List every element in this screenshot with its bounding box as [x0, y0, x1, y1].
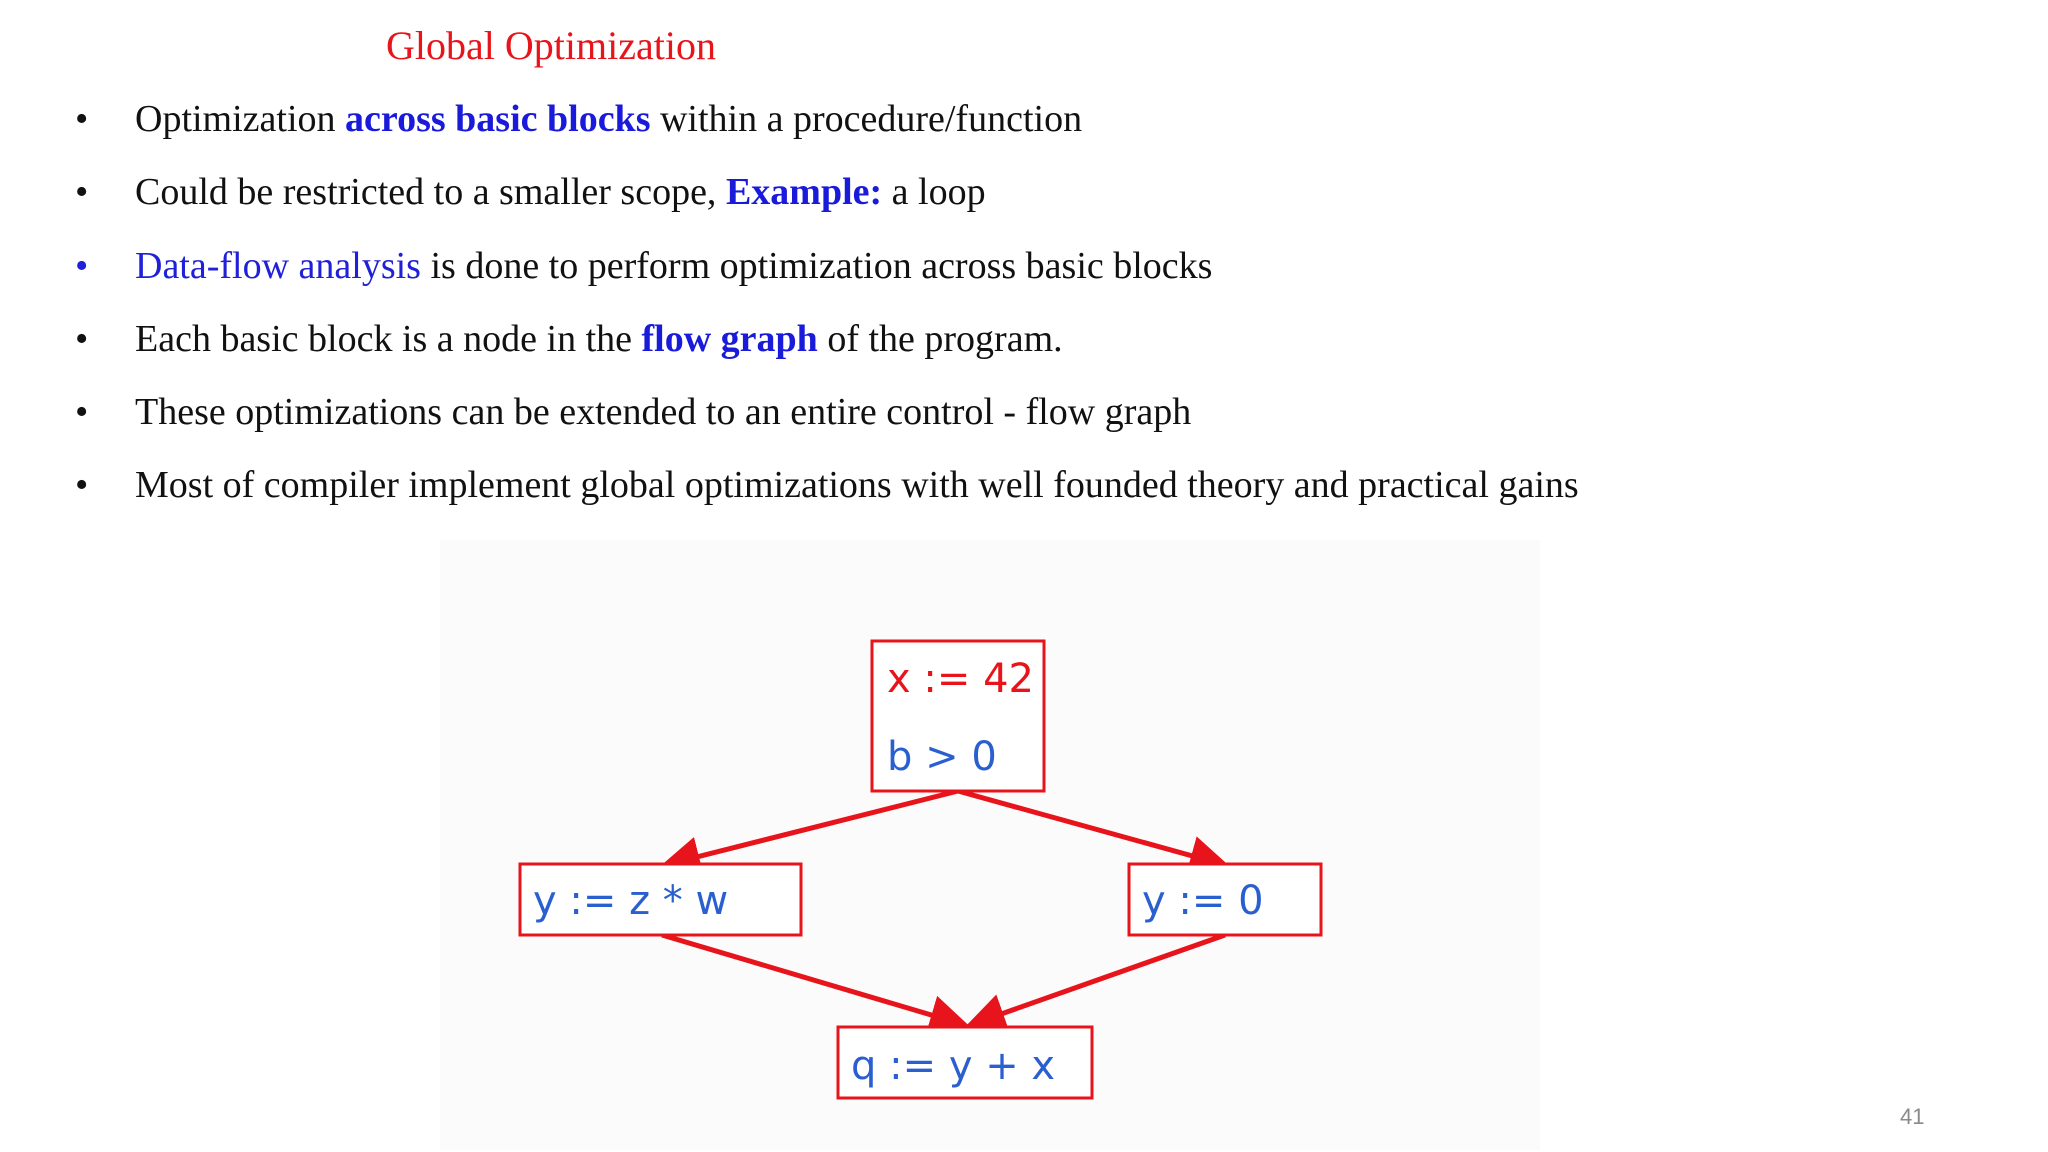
- page-number: 41: [1900, 1104, 1925, 1129]
- bullet-text: These optimizations can be extended to an entire control - flow graph: [135, 391, 1192, 433]
- bullet-text: Could be restricted to a smaller scope, Example: a loop: [135, 171, 986, 213]
- bullet-dot: •: [75, 98, 89, 140]
- bullet-dot: •: [75, 391, 89, 433]
- entry-block-line-2: b > 0: [887, 734, 997, 780]
- left-block-code: y := z * w: [533, 878, 729, 924]
- exit-block: [838, 1027, 1092, 1098]
- entry-block-line-1: x := 42: [887, 656, 1034, 702]
- edge-entry-to-left: [665, 791, 958, 865]
- bullet-text: Data-flow analysis is done to perform optimization across basic blocks: [135, 245, 1213, 287]
- bullet-text: Each basic block is a node in the flow graph of the program.: [135, 318, 1063, 360]
- slide-title: Global Optimization: [386, 23, 716, 68]
- left-block: [520, 864, 801, 935]
- emphasis-text: Example:: [725, 171, 883, 213]
- bullet-dot: •: [75, 464, 89, 506]
- right-block: [1129, 864, 1321, 935]
- edge-left-to-exit: [662, 935, 965, 1025]
- emphasis-text: flow graph: [641, 318, 818, 360]
- edge-right-to-exit: [970, 935, 1225, 1025]
- right-block-code: y := 0: [1142, 878, 1264, 924]
- emphasis-text: across basic blocks: [345, 98, 651, 140]
- entry-block: [872, 641, 1044, 791]
- bullet-dot: •: [75, 318, 89, 360]
- bullet-text: Most of compiler implement global optimizations with well founded theory and practical gains: [135, 464, 1579, 506]
- data-flow-analysis-link[interactable]: Data-flow analysis: [135, 245, 421, 287]
- bullet-dot: •: [75, 171, 89, 213]
- bullet-text: Optimization across basic blocks within a procedure/function: [135, 98, 1083, 140]
- exit-block-code: q := y + x: [851, 1043, 1056, 1089]
- bullet-dot: •: [75, 245, 89, 287]
- edge-entry-to-right: [958, 791, 1225, 865]
